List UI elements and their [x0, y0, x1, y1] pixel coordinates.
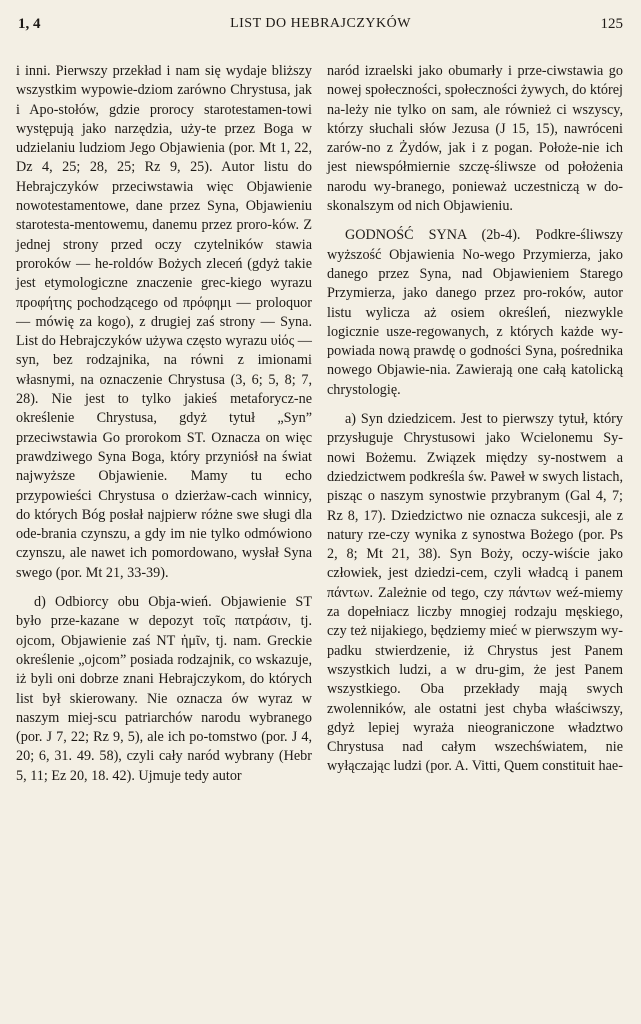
paragraph: naród izraelski jako obumarły i prze-ciwstawia go nowej społeczności, społeczności żywych, do której na-leży nie tylko on sam, ale również ci wszyscy, którzy słuchali słów Jezusa (J 15, 15), nawróceni zarów-no z Żydów, jak i z pogan. Położe-nie ich jest niewspółmiernie szczę-śliwsze od położenia narodu wy-branego, ponieważ uczestniczą w do-skonalszym od nich Objawieniu. [327, 63, 623, 215]
page-header [18, 16, 623, 44]
section-paragraph: GODNOŚĆ SYNA (2b-4). Podkre-śliwszy wyższość Objawienia No-wego Przymierza, jako danego przez Syna, nad Objawieniem Starego Przymierza, jako danego przez pro-roków, autor listu wylicza aż osiem określeń, niezwykle logicznie usze-regowanych, z których każde wy-powiada nową prawdę o godności Syna, pośrednika nowego Objawie-nia. Zawierają one całą katolicką chrystologię. [327, 227, 623, 398]
right-column [327, 62, 623, 777]
paragraph: a) Syn dziedzicem. Jest to pierwszy tytuł, który przysługuje Chrystusowi jako Wcielonemu Sy-nowi Bożemu. Związek między sy-nostwem a dziedzictwem podkreśla św. Paweł w swych listach, pisząc o naszym synostwie przybranym (Gal 4, 7; Rz 8, 17). Dziedzictwo nie oznacza sukcesji, ale z natury rze-czy wynika z synostwa Bożego (por. Ps 2, 8; Mt 21, 38). Syn Boży, oczy-wiście jako człowiek, jest dziedzi-cem, czyli władcą i panem πάντων. Zależnie od tego, czy πάντων weź-miemy za dopełniacz liczby mnogiej rodzaju męskiego, czy też nijakiego, będziemy mieć w pierwszym wy-padku stwierdzenie, iż Chrystus jest Panem wszystkich ludzi, a w dru-gim, że jest Panem wszystkiego. Oba przekłady mają swych zwolenników, ale ostatni jest chyba właściwszy, gdyż lepiej wyraża nieograniczone władztwo Chrystusa nad całym wszechświatem, nie wyłączając ludzi (por. A. Vitti, Quem constituit hae- [327, 411, 623, 775]
page-number: 125 [600, 16, 623, 32]
running-title: LIST DO HEBRAJCZYKÓW [230, 16, 411, 31]
left-column [16, 62, 312, 786]
chapter-verse-ref: 1, 4 [18, 16, 41, 32]
paragraph: i inni. Pierwszy przekład i nam się wydaje bliższy wszystkim wypowie-dziom zarówno Chrystusa, jak i Apo-stołów, gdzie prorocy starotestamen-towi występują jako narzędzia, uży-te przez Boga w udzielaniu ludziom Jego Objawienia (por. Mt 1, 22, Dz 4, 25; 28, 25; Rz 9, 25). Autor listu do Hebrajczyków przeciwstawia więc Objawienie nowotestamentowe, dane przez Syna, Objawieniu starotesta-mentowemu, danemu przez proro-ków. Z jednej strony przed oczy czytelników stawia proroków — he-roldów Bożych zleceń (gdyż takie jest etymologiczne znaczenie grec-kiego wyrazu προφήτης pochodzącego od πρόφημι — proloquor — mówię za kogo), z drugiej zaś strony — Syna. List do Hebrajczyków używa często wyrazu υἱός — syn, bez rodzajnika, na równi z imionami własnymi, na oznaczenie Chrystusa (3, 6; 5, 8; 7, 28). Nie jest to tylko jakieś metaforycz-ne określenie Chrystusa, gdyż tytuł „Syn” przeciwstawia Go prorokom ST. Oznacza on więc prawdziwego Syna Boga, który przyniósł na świat najwyższe Objawienie. Mamy tu echo przypowieści Chrystusa o dzierżaw-cach winnicy, do których Bóg posłał najpierw różne swe sługi dla ode-brania czynszu, a gdy im nie tylko odmówiono czynszu, ale nawet ich pomordowano, wysłał Syna swego (por. Mt 21, 33-39). [16, 63, 312, 581]
paragraph: d) Odbiorcy obu Obja-wień. Objawienie ST było prze-kazane w depozyt τοῖς πατράσιν, tj. ojcom, Objawienie zaś NT ἡμῖν, tj. nam. Greckie określenie „ojcom” posiada rodzajnik, co wskazuje, iż byli oni dobrze znani Hebrajczykom, do których list był skierowany. Nie oznacza ów wyraz w naszym miej-scu patriarchów narodu wybranego (por. J 7, 22; Rz 9, 5), ale ich po-tomstwo (por. J 4, 20; 6, 31. 49. 58), czyli cały naród wybrany (Hebr 5, 11; Ez 20, 18. 42). Ujmuje tedy autor [16, 594, 312, 784]
